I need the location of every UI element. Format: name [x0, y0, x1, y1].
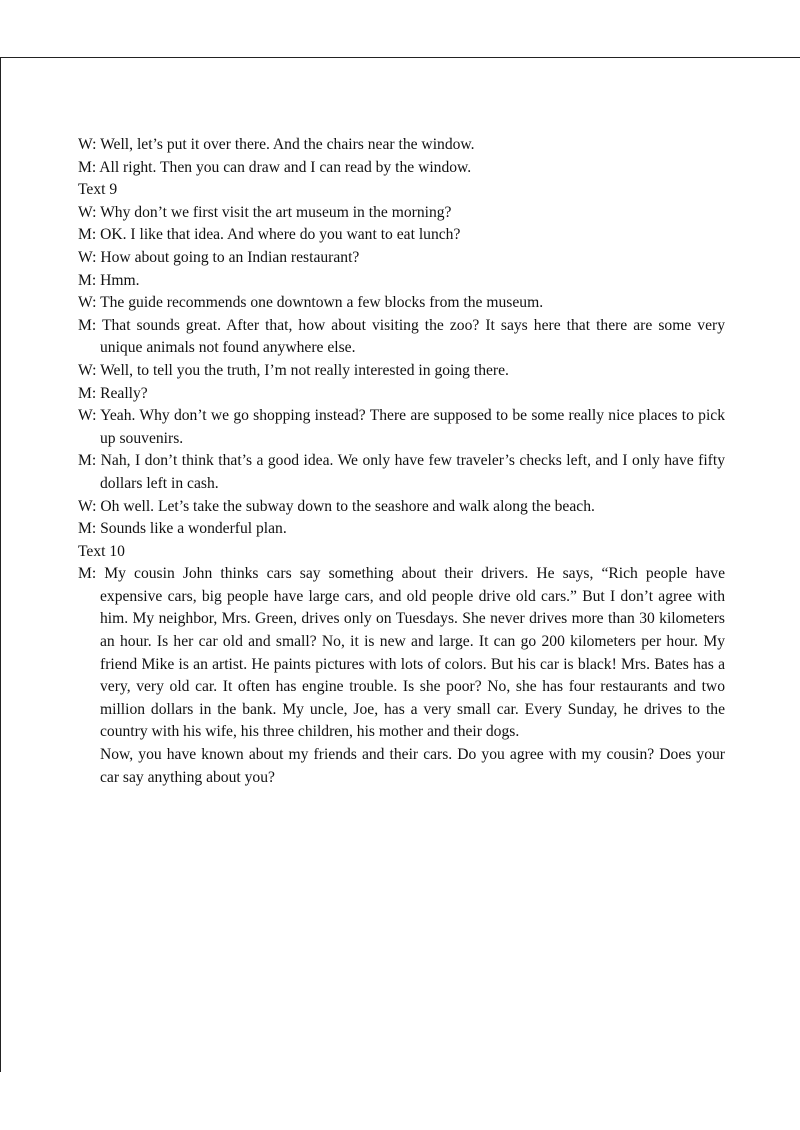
dialog-line: M: Sounds like a wonderful plan. — [78, 520, 287, 538]
closing-paragraph: Now, you have known about my friends and their cars. Do you agree with my cousin? Does your car say anything about you? — [100, 746, 725, 786]
dialog-line: M: Really? — [78, 384, 148, 402]
dialog-line: M: Hmm. — [78, 271, 140, 289]
dialog-line: M: Nah, I don’t think that’s a good idea. We only have few traveler’s checks left, and I only have fifty dollars left in cash. — [78, 452, 725, 492]
dialog-line: W: Well, let’s put it over there. And the chairs near the window. — [78, 136, 475, 153]
left-border-line — [0, 57, 1, 1072]
dialog-line: W: How about going to an Indian restaurant? — [78, 248, 360, 266]
section-heading: Text 10 — [78, 542, 125, 560]
dialog-line: M: All right. Then you can draw and I can read by the window. — [78, 158, 472, 176]
dialog-line: M: That sounds great. After that, how about visiting the zoo? It says here that there are some very unique animals not found anywhere else. — [78, 316, 725, 357]
dialog-line: W: The guide recommends one downtown a few blocks from the museum. — [78, 294, 544, 312]
section-heading: Text 9 — [78, 181, 118, 199]
transcript-body — [78, 134, 725, 789]
dialog-line: W: Well, to tell you the truth, I’m not really interested in going there. — [78, 361, 509, 379]
dialog-line: W: Why don’t we first visit the art museum in the morning? — [78, 203, 452, 221]
dialog-line: M: My cousin John thinks cars say something about their drivers. He says, “Rich people have expensive cars, big people have large cars, and old people drive old cars.” But I don’t agree with him. My neighbor, Mrs. Green, drives only on Tuesdays. She never drives more than 30 kilometers an hour. Is her car old and small? No, it is new and large. It can go 200 kilometers per hour. My friend Mike is an artist. He paints pictures with lots of colors. But his car is black! Mrs. Bates has a very, very old car. It often has engine trouble. Is she poor? No, she has four restaurants and two million dollars in the bank. My uncle, Joe, has a very small car. Every Sunday, he drives to the country with his wife, his three children, his mother and their dogs. — [78, 565, 725, 741]
dialog-line: W: Yeah. Why don’t we go shopping instead? There are supposed to be some really nice places to pick up souvenirs. — [78, 407, 725, 447]
dialog-line: W: Oh well. Let’s take the subway down to the seashore and walk along the beach. — [78, 497, 595, 515]
dialog-line: M: OK. I like that idea. And where do you want to eat lunch? — [78, 226, 461, 244]
top-border-line — [0, 57, 800, 58]
